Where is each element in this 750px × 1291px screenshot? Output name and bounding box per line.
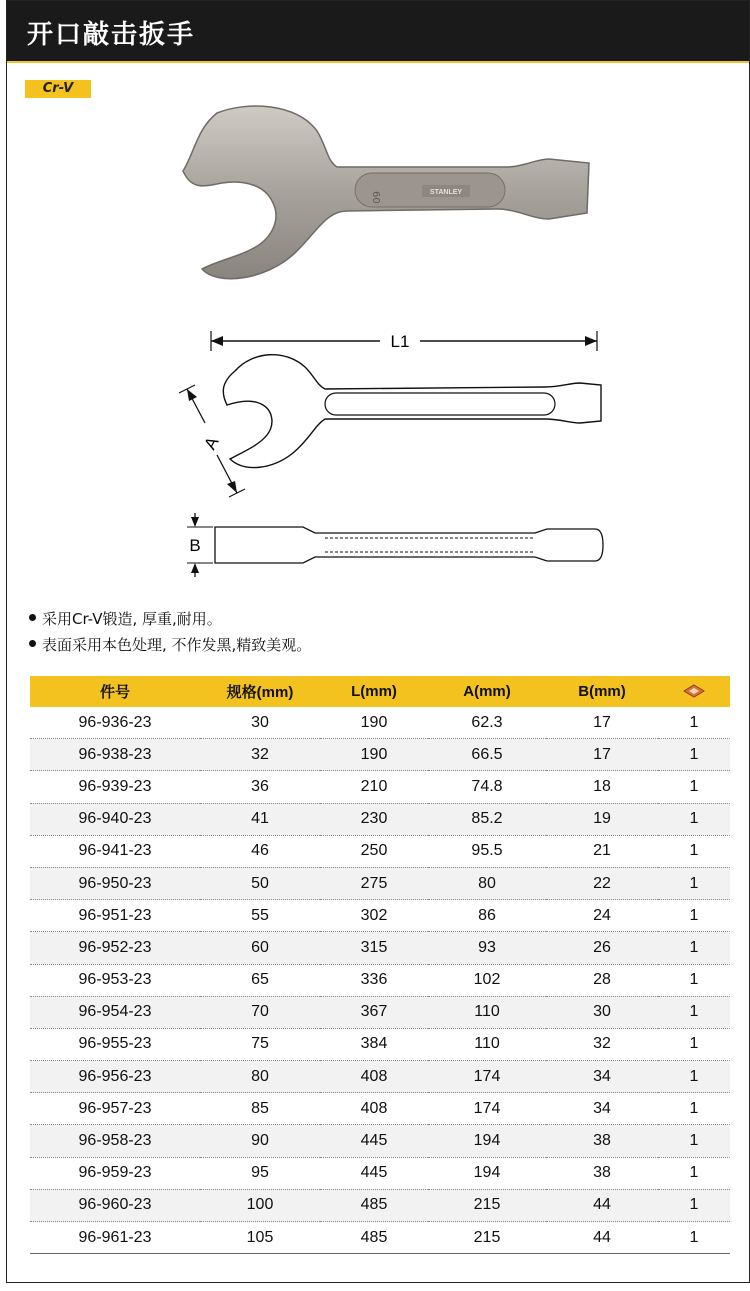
spec-table (30, 676, 730, 1254)
cell-b: 26 (546, 932, 658, 964)
cell-quantity: 1 (658, 932, 730, 964)
table-row (30, 835, 730, 867)
table-row (30, 867, 730, 899)
spec-table-body (30, 707, 730, 1254)
cell-b: 30 (546, 996, 658, 1028)
cell-size: 50 (200, 867, 320, 899)
cell-size: 90 (200, 1125, 320, 1157)
feature-item (29, 632, 311, 658)
cell-size: 70 (200, 996, 320, 1028)
l1-label: L1 (390, 332, 410, 351)
cell-b: 17 (546, 707, 658, 739)
cell-quantity: 1 (658, 1125, 730, 1157)
cell-b: 34 (546, 1093, 658, 1125)
cell-b: 18 (546, 771, 658, 803)
feature-text: 表面采用本色处理, 不作发黑,精致美观。 (42, 636, 312, 654)
cell-quantity: 1 (658, 707, 730, 739)
table-header-row (30, 676, 730, 707)
cell-a: 80 (428, 867, 546, 899)
a-label: A (200, 433, 223, 453)
cell-size: 65 (200, 964, 320, 996)
cell-b: 22 (546, 867, 658, 899)
cell-a: 174 (428, 1093, 546, 1125)
wrench-photo-stamp: 60 (370, 191, 381, 204)
cell-size: 46 (200, 835, 320, 867)
cell-length: 315 (320, 932, 428, 964)
cell-part-number: 96-951-23 (30, 900, 200, 932)
cell-quantity: 1 (658, 996, 730, 1028)
col-header-length: L(mm) (351, 683, 397, 700)
cell-size: 95 (200, 1157, 320, 1189)
cell-size: 55 (200, 900, 320, 932)
cell-part-number: 96-957-23 (30, 1093, 200, 1125)
l1-arrow-left (211, 336, 223, 346)
cell-part-number: 96-950-23 (30, 867, 200, 899)
title-accent-line (7, 61, 749, 63)
cell-size: 36 (200, 771, 320, 803)
cell-length: 408 (320, 1093, 428, 1125)
cell-length: 384 (320, 1028, 428, 1060)
cell-length: 275 (320, 867, 428, 899)
cell-size: 32 (200, 739, 320, 771)
cell-b: 38 (546, 1125, 658, 1157)
wrench-side-view (215, 527, 603, 563)
table-row (30, 1093, 730, 1125)
cell-a: 62.3 (428, 707, 546, 739)
cell-b: 24 (546, 900, 658, 932)
cell-size: 30 (200, 707, 320, 739)
cell-size: 105 (200, 1222, 320, 1254)
cell-part-number: 96-956-23 (30, 1061, 200, 1093)
cell-b: 44 (546, 1189, 658, 1221)
a-tick-bottom (229, 489, 245, 497)
cell-length: 367 (320, 996, 428, 1028)
feature-item (29, 606, 311, 632)
cell-length: 190 (320, 707, 428, 739)
cell-b: 21 (546, 835, 658, 867)
table-row (30, 1061, 730, 1093)
cell-a: 95.5 (428, 835, 546, 867)
cell-part-number: 96-952-23 (30, 932, 200, 964)
cell-a: 85.2 (428, 803, 546, 835)
table-row (30, 707, 730, 739)
cell-quantity: 1 (658, 1061, 730, 1093)
a-tick-top (179, 385, 195, 393)
cell-quantity: 1 (658, 803, 730, 835)
cell-b: 38 (546, 1157, 658, 1189)
table-row (30, 1189, 730, 1221)
cell-a: 66.5 (428, 739, 546, 771)
cell-b: 32 (546, 1028, 658, 1060)
cell-quantity: 1 (658, 867, 730, 899)
cell-part-number: 96-961-23 (30, 1222, 200, 1254)
cell-a: 215 (428, 1222, 546, 1254)
cell-part-number: 96-953-23 (30, 964, 200, 996)
cell-part-number: 96-960-23 (30, 1189, 200, 1221)
cell-quantity: 1 (658, 1222, 730, 1254)
cell-quantity: 1 (658, 835, 730, 867)
package-icon (683, 684, 705, 700)
cell-quantity: 1 (658, 964, 730, 996)
cell-part-number: 96-938-23 (30, 739, 200, 771)
table-row (30, 996, 730, 1028)
cell-a: 74.8 (428, 771, 546, 803)
col-header-part-number: 件号 (99, 684, 130, 701)
dimension-diagram (175, 321, 615, 583)
cell-length: 485 (320, 1189, 428, 1221)
cell-size: 100 (200, 1189, 320, 1221)
cell-quantity: 1 (658, 739, 730, 771)
cell-length: 190 (320, 739, 428, 771)
cell-part-number: 96-958-23 (30, 1125, 200, 1157)
wrench-outline-slot (325, 393, 555, 415)
cell-length: 210 (320, 771, 428, 803)
cell-part-number: 96-959-23 (30, 1157, 200, 1189)
cell-part-number: 96-941-23 (30, 835, 200, 867)
b-arrow-bottom (191, 563, 199, 573)
cell-size: 41 (200, 803, 320, 835)
feature-list (29, 606, 311, 658)
table-row (30, 1125, 730, 1157)
cell-b: 34 (546, 1061, 658, 1093)
col-header-size: 规格(mm) (226, 684, 294, 701)
cell-size: 75 (200, 1028, 320, 1060)
cell-a: 110 (428, 1028, 546, 1060)
cell-length: 408 (320, 1061, 428, 1093)
cell-size: 60 (200, 932, 320, 964)
material-badge: Cr-V (25, 80, 91, 98)
col-header-b: B(mm) (578, 683, 626, 700)
product-page (6, 0, 750, 1283)
cell-a: 174 (428, 1061, 546, 1093)
cell-length: 250 (320, 835, 428, 867)
cell-size: 80 (200, 1061, 320, 1093)
feature-text: 采用Cr-V锻造, 厚重,耐用。 (42, 610, 222, 628)
table-row (30, 900, 730, 932)
col-header-a: A(mm) (463, 683, 511, 700)
cell-b: 28 (546, 964, 658, 996)
cell-b: 44 (546, 1222, 658, 1254)
a-arrow-top (187, 389, 197, 401)
cell-quantity: 1 (658, 1093, 730, 1125)
a-arrow-bottom (227, 481, 237, 493)
cell-quantity: 1 (658, 1028, 730, 1060)
cell-a: 93 (428, 932, 546, 964)
brand-mark: STANLEY (429, 189, 463, 196)
cell-length: 302 (320, 900, 428, 932)
page-title: 开口敲击扳手 (27, 20, 196, 50)
wrench-photo (177, 101, 597, 301)
cell-b: 17 (546, 739, 658, 771)
table-row (30, 739, 730, 771)
table-row (30, 1222, 730, 1254)
table-row (30, 771, 730, 803)
cell-a: 102 (428, 964, 546, 996)
cell-length: 445 (320, 1157, 428, 1189)
cell-a: 194 (428, 1125, 546, 1157)
cell-part-number: 96-939-23 (30, 771, 200, 803)
col-header-quantity (658, 676, 730, 707)
cell-length: 336 (320, 964, 428, 996)
cell-a: 86 (428, 900, 546, 932)
cell-part-number: 96-954-23 (30, 996, 200, 1028)
b-arrow-top (191, 517, 199, 527)
cell-length: 445 (320, 1125, 428, 1157)
cell-a: 194 (428, 1157, 546, 1189)
cell-part-number: 96-936-23 (30, 707, 200, 739)
cell-part-number: 96-940-23 (30, 803, 200, 835)
bullet-icon (29, 614, 36, 621)
table-row (30, 803, 730, 835)
cell-quantity: 1 (658, 900, 730, 932)
cell-length: 230 (320, 803, 428, 835)
cell-quantity: 1 (658, 771, 730, 803)
cell-a: 110 (428, 996, 546, 1028)
table-row (30, 1157, 730, 1189)
cell-part-number: 96-955-23 (30, 1028, 200, 1060)
title-bar (7, 1, 749, 61)
cell-quantity: 1 (658, 1189, 730, 1221)
cell-size: 85 (200, 1093, 320, 1125)
b-label: B (189, 536, 201, 555)
bullet-icon (29, 640, 36, 647)
l1-arrow-right (585, 336, 597, 346)
table-row (30, 932, 730, 964)
table-row (30, 1028, 730, 1060)
cell-quantity: 1 (658, 1157, 730, 1189)
cell-a: 215 (428, 1189, 546, 1221)
cell-b: 19 (546, 803, 658, 835)
table-row (30, 964, 730, 996)
cell-length: 485 (320, 1222, 428, 1254)
